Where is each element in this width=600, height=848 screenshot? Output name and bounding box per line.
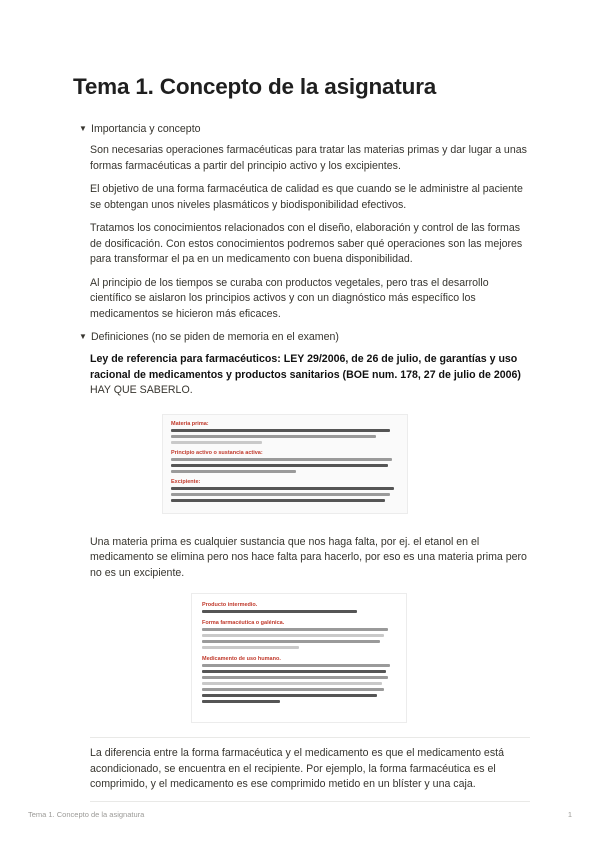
toggle-content <box>90 143 530 322</box>
toggle-header-importancia[interactable] <box>73 122 530 136</box>
closing-paragraph: La diferencia entre la forma farmacéutica y el medicamento es que el medicamento está acondicionado, se encuentra en el recipiente. Por ejemplo, la forma farmacéutica es el comprimido, y el medicamento es ese comprimido metido en un blíster y una caja. <box>90 747 504 790</box>
toggle-label: Importancia y concepto <box>91 123 201 135</box>
law-reference-bold: Ley de referencia para farmacéuticos: LEY 29/2006, de 26 de julio, de garantías y uso racional de medicamentos y productos sanitarios (BOE num. 178, 27 de julio de 2006) <box>90 353 521 381</box>
toggle-content <box>90 352 530 723</box>
paragraph: Son necesarias operaciones farmacéuticas para tratar las materias primas y dar lugar a unas formas farmacéuticas a partir del principio activo y los excipientes. <box>90 144 527 172</box>
triangle-down-icon[interactable]: ▼ <box>79 124 87 133</box>
paragraph: Al principio de los tiempos se curaba con productos vegetales, pero tras el desarrollo científico se aislaron los principios activos y con un diagnóstico más específico los medicamentos se hicieron más eficaces. <box>90 276 489 320</box>
footer-title: Tema 1. Concepto de la asignatura <box>28 810 145 819</box>
image-term: Forma farmacéutica o galénica. <box>202 620 285 626</box>
toggle-header-definiciones[interactable] <box>73 330 530 344</box>
toggle-block-definiciones <box>73 330 530 723</box>
page-footer <box>28 810 572 819</box>
page-number: 1 <box>567 810 572 819</box>
definitions-image-2 <box>191 593 407 723</box>
page-title: Tema 1. Concepto de la asignatura <box>73 74 437 99</box>
image-term: Producto intermedio. <box>202 602 258 608</box>
paragraph: El objetivo de una forma farmacéutica de calidad es que cuando se le administre al paciente se obtengan unos niveles plasmáticos y biodisponibilidad efectivos. <box>90 183 523 211</box>
toggle-label: Definiciones (no se piden de memoria en el examen) <box>91 331 339 343</box>
divider <box>90 801 530 802</box>
definitions-image-1 <box>162 414 408 514</box>
law-reference-tail: HAY QUE SABERLO. <box>90 384 193 396</box>
toggle-block-importancia <box>73 122 530 322</box>
divider <box>90 737 530 738</box>
paragraph: Tratamos los conocimientos relacionados con el diseño, elaboración y control de las formas de dosificación. Con estos conocimientos podremos saber qué operaciones son las mejores para transformar el pa en un medicamento con buena disponibilidad. <box>90 222 523 265</box>
law-reference <box>90 352 530 399</box>
image-term: Materia prima: <box>171 420 209 427</box>
paragraph: Una materia prima es cualquier sustancia que nos haga falta, por ej. el etanol en el medicamento se elimina pero nos hace falta para hacerlo, por eso es una materia prima pero no es un excipiente. <box>90 535 527 579</box>
image-term: Principio activo o sustancia activa: <box>171 449 263 456</box>
image-term: Excipiente: <box>171 478 201 485</box>
image-term: Medicamento de uso humano. <box>202 656 281 662</box>
triangle-down-icon[interactable]: ▼ <box>79 332 87 341</box>
document-page <box>73 72 530 802</box>
